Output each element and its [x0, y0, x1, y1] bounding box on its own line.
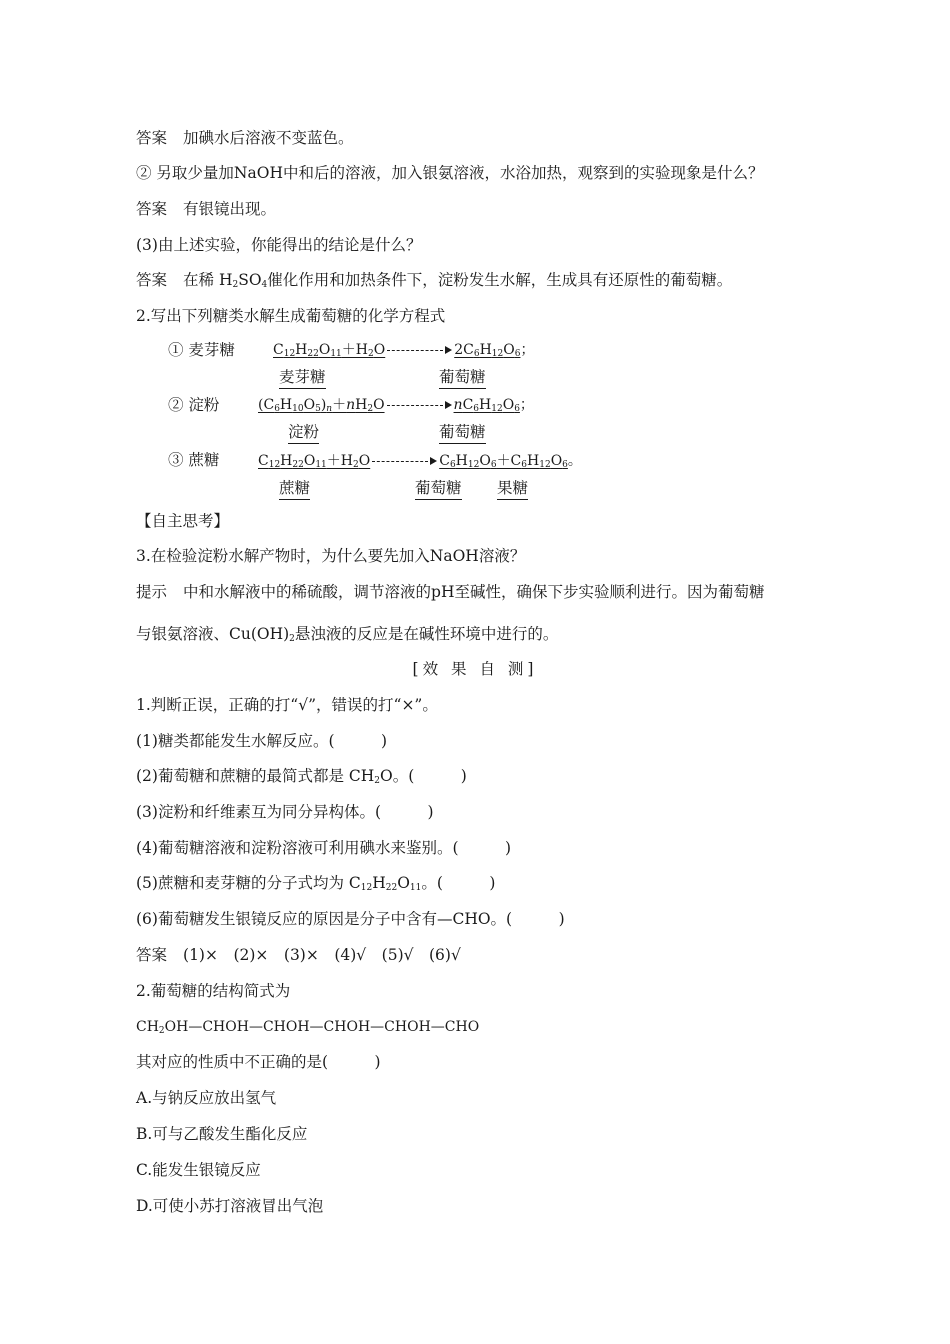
answer-text: (1)× (2)× (3)× (4)√ (5)√ (6)√	[183, 946, 461, 964]
answer-text: 在稀 $H_2SO_4$催化作用和加热条件下，淀粉发生水解，生成具有还原性的葡萄糖。	[183, 271, 733, 290]
test-question-2: 2.葡萄糖的结构简式为	[136, 982, 291, 1000]
answer-label: 答案	[136, 200, 168, 218]
answer-label: 答案	[136, 129, 168, 147]
equation-3-formula: $C_{12}H_{22}O_{11}+H_2O$ $C_6H_{12}O_6+C_6H_{12}O_6$	[258, 453, 568, 470]
equation-2-reactant-label: 淀粉	[288, 422, 319, 444]
hint-text: 中和水解液中的稀硫酸，调节溶液的pH至碱性，确保下步实验顺利进行。因为葡萄糖	[183, 583, 765, 601]
test-item-1: (1)糖类都能发生水解反应。( )	[136, 732, 388, 750]
think-question: 3.在检验淀粉水解产物时，为什么要先加入NaOH溶液？	[136, 547, 526, 565]
equation-1: $C_{12}H_{22}O_{11}+H_2O$ $2C_6H_{12}O_6$；	[273, 342, 535, 359]
test-item-6: (6)葡萄糖发生银镜反应的原因是分子中含有—CHO。( )	[136, 910, 565, 928]
equation-1-label: ① 麦芽糖	[168, 341, 235, 359]
reaction-arrow-icon	[387, 350, 443, 351]
equation-2-product-label: 葡萄糖	[439, 422, 486, 444]
equation-2: $(C_6H_{10}O_5)_n+nH_2O$ $nC_6H_{12}O_6$；	[258, 397, 534, 414]
think-hint-line-2: 与银氨溶液、$Cu(OH)_2$悬浊液的反应是在碱性环境中进行的。	[136, 625, 559, 644]
test-item-2: (2)葡萄糖和蔗糖的最简式都是 $CH_2O$。( )	[136, 767, 467, 786]
equation-1-reactant-label: 麦芽糖	[279, 367, 326, 389]
equation-3: $C_{12}H_{22}O_{11}+H_2O$ $C_6H_{12}O_6+C_6H_{12}O_6$。	[258, 453, 582, 470]
equation-3-product-2-label: 果糖	[497, 478, 528, 500]
equation-2-formula: $(C_6H_{10}O_5)_n+nH_2O$ $nC_6H_{12}O_6$	[258, 397, 520, 414]
section-2-heading: 2.写出下列糖类水解生成葡萄糖的化学方程式	[136, 307, 446, 325]
test-answer-line	[136, 945, 461, 965]
answer-label: 答案	[136, 271, 168, 289]
answer-line-2	[136, 199, 276, 219]
test-item-4: (4)葡萄糖溶液和淀粉溶液可利用碘水来鉴别。( )	[136, 839, 512, 857]
option-b: B.可与乙酸发生酯化反应	[136, 1125, 308, 1143]
equation-3-label: ③ 蔗糖	[168, 451, 220, 469]
answer-text: 加碘水后溶液不变蓝色。	[183, 129, 354, 147]
reaction-arrow-icon	[372, 461, 428, 462]
think-hint-line-1	[136, 582, 764, 602]
self-test-heading: [效 果 自 测]	[412, 660, 538, 678]
answer-text: 有银镜出现。	[183, 200, 277, 218]
test-question-2-prompt: 其对应的性质中不正确的是( )	[136, 1053, 381, 1071]
test-item-3: (3)淀粉和纤维素互为同分异构体。( )	[136, 803, 434, 821]
test-item-5: (5)蔗糖和麦芽糖的分子式均为 $C_{12}H_{22}O_{11}$。( )	[136, 874, 496, 893]
question-3-text: (3)由上述实验，你能得出的结论是什么？	[136, 236, 422, 254]
option-a: A.与钠反应放出氢气	[136, 1089, 277, 1107]
hint-label: 提示	[136, 583, 168, 601]
equation-3-reactant-label: 蔗糖	[279, 478, 310, 500]
answer-line-1	[136, 128, 354, 148]
equation-1-product-label: 葡萄糖	[439, 367, 486, 389]
answer-label: 答案	[136, 946, 168, 964]
equation-1-formula: $C_{12}H_{22}O_{11}+H_2O$ $2C_6H_{12}O_6$	[273, 342, 521, 359]
answer-line-3	[136, 270, 732, 295]
test-question-1: 1.判断正误，正确的打“√”，错误的打“×”。	[136, 696, 438, 714]
self-think-heading: 【自主思考】	[136, 512, 230, 530]
equation-3-product-1-label: 葡萄糖	[415, 478, 462, 500]
equation-2-label: ② 淀粉	[168, 396, 220, 414]
glucose-formula: $CH_2OH—CHOH—CHOH—CHOH—CHOH—CHO$	[136, 1019, 480, 1036]
option-c: C.能发生银镜反应	[136, 1161, 261, 1179]
option-d: D.可使小苏打溶液冒出气泡	[136, 1197, 324, 1215]
question-2-text: ② 另取少量加NaOH中和后的溶液，加入银氨溶液，水浴加热，观察到的实验现象是什么？	[136, 164, 764, 182]
reaction-arrow-icon	[387, 405, 443, 406]
